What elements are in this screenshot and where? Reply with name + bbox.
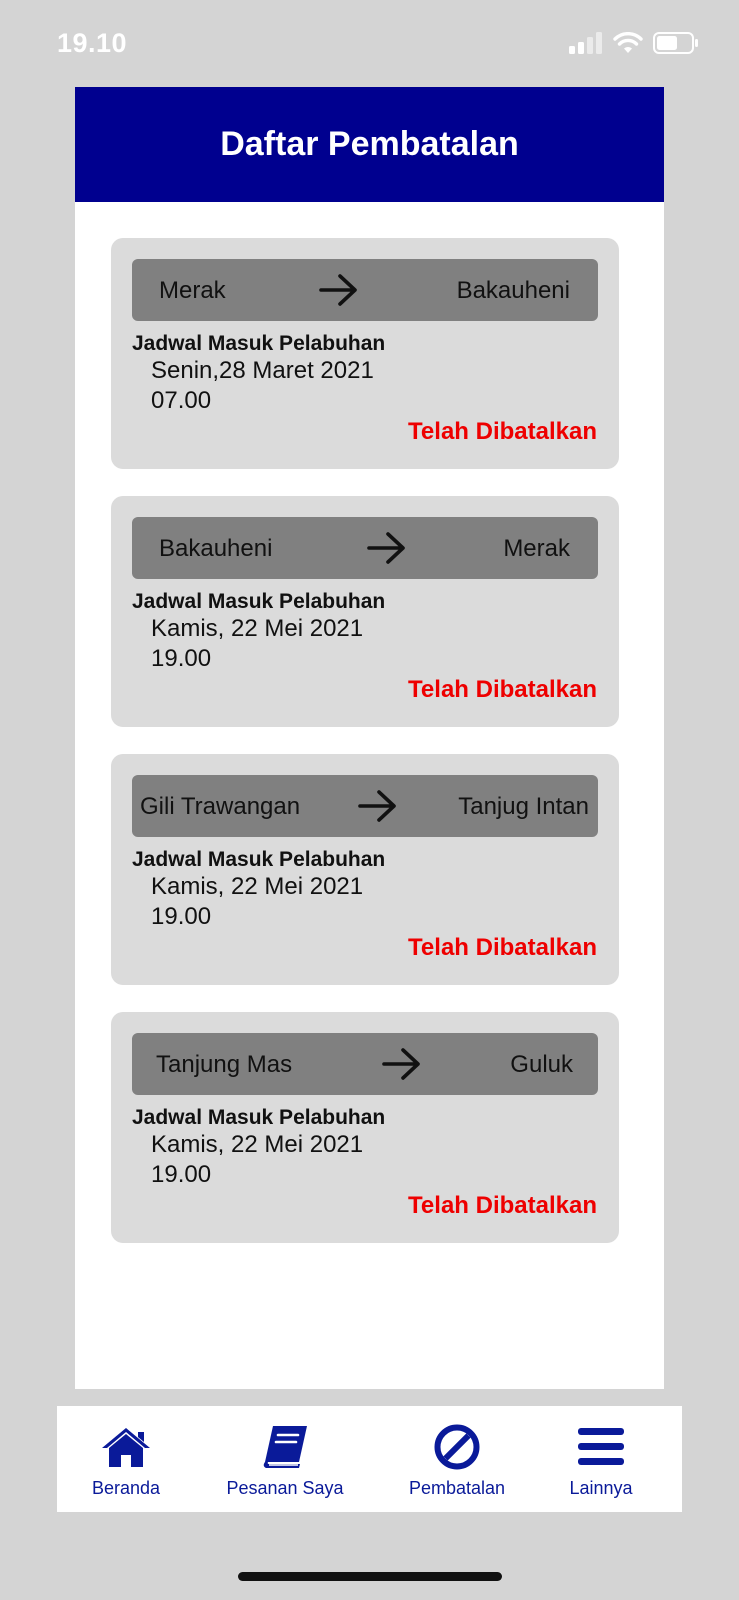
arrow-right-icon [319,272,359,308]
schedule-date: Senin,28 Maret 2021 [151,357,374,384]
nav-label: Pembatalan [408,1478,506,1498]
route-origin: Tanjung Mas [156,1051,293,1078]
route-origin: Gili Trawangan [140,793,301,820]
schedule-date: Kamis, 22 Mei 2021 [151,873,364,900]
status-icons [569,32,699,54]
home-icon [100,1424,152,1470]
schedule-time: 19.00 [151,1161,212,1188]
home-indicator[interactable] [238,1572,502,1581]
route-bar [132,1033,598,1095]
route-origin: Merak [159,277,226,304]
battery-icon [653,32,699,54]
schedule-time: 07.00 [151,387,212,414]
cancellation-card[interactable] [111,238,619,469]
nav-label: Lainnya [569,1478,633,1498]
route-destination: Tanjug Intan [458,793,589,820]
status-bar [0,0,739,90]
route-destination: Guluk [510,1051,573,1078]
nav-label: Beranda [91,1478,161,1498]
main-screen [75,87,664,1389]
status-badge: Telah Dibatalkan [408,418,597,445]
schedule-date: Kamis, 22 Mei 2021 [151,615,364,642]
signal-icon [569,32,603,54]
cancellation-card[interactable] [111,754,619,985]
route-destination: Merak [503,535,570,562]
nav-item-pesanan-saya[interactable] [217,1406,353,1512]
status-badge: Telah Dibatalkan [408,934,597,961]
wifi-icon [613,32,643,54]
route-bar [132,259,598,321]
page-header [75,87,664,202]
schedule-time: 19.00 [151,645,212,672]
nav-label: Pesanan Saya [226,1478,344,1498]
book-icon [259,1424,311,1470]
arrow-right-icon [358,788,398,824]
nav-item-beranda[interactable] [77,1406,175,1512]
status-badge: Telah Dibatalkan [408,1192,597,1219]
nav-item-pembatalan[interactable] [396,1406,518,1512]
route-origin: Bakauheni [159,535,273,562]
schedule-label: Jadwal Masuk Pelabuhan [132,848,386,871]
route-destination: Bakauheni [456,277,570,304]
cancellation-card[interactable] [111,496,619,727]
schedule-label: Jadwal Masuk Pelabuhan [132,590,386,613]
status-badge: Telah Dibatalkan [408,676,597,703]
cancel-icon [431,1424,483,1470]
arrow-right-icon [382,1046,422,1082]
bottom-nav [57,1406,682,1512]
schedule-label: Jadwal Masuk Pelabuhan [132,332,386,355]
route-bar [132,517,598,579]
menu-icon [575,1424,627,1470]
status-time: 19.10 [57,28,128,58]
schedule-time: 19.00 [151,903,212,930]
route-bar [132,775,598,837]
schedule-label: Jadwal Masuk Pelabuhan [132,1106,386,1129]
page-title: Daftar Pembatalan [220,125,519,163]
cancellation-card[interactable] [111,1012,619,1243]
nav-item-lainnya[interactable] [557,1406,645,1512]
arrow-right-icon [367,530,407,566]
schedule-date: Kamis, 22 Mei 2021 [151,1131,364,1158]
